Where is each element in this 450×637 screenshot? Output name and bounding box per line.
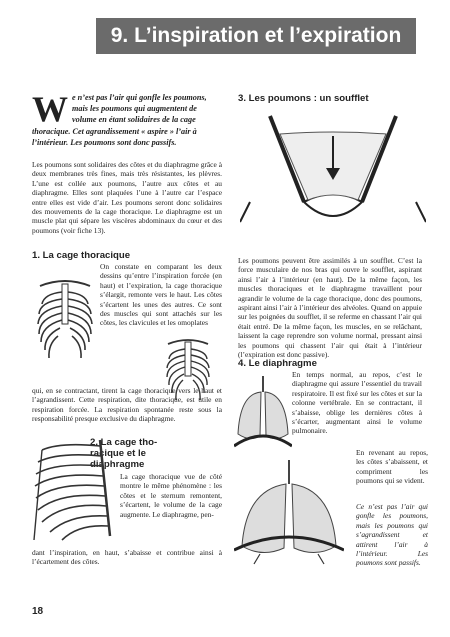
page-title: 9. L’inspiration et l’expiration: [96, 18, 416, 54]
section-1-heading: 1. La cage thoracique: [32, 250, 131, 261]
section-2-heading-line-1: 2. La cage tho-: [90, 437, 158, 448]
section-3-heading: 3. Les poumons : un soufflet: [238, 93, 369, 104]
section-1-text-a: On constate en comparant les deux dessins qu’entre l’inspiration forcée (en haut) et l’expiration, la cage thoracique s’élargit, remonte vers le haut. Les côtes s’écartent les unes des autres. Ce sont des muscles qui sont attachés sur les côtes, les clavicules et les omoplates: [100, 262, 222, 328]
section-4-heading: 4. Le diaphragme: [238, 358, 317, 369]
page-number: 18: [32, 606, 44, 617]
section-2-heading-line-3: diaphragme: [90, 459, 145, 470]
intro-paragraph: [32, 89, 222, 148]
rib-cage-front-expiration-icon: [160, 334, 216, 410]
lungs-diaphragm-icon: [234, 454, 344, 574]
section-2-text-b: dant l’inspiration, en haut, s’abaisse et contribue ainsi à l’écartement des côtes.: [32, 548, 222, 567]
drop-cap: W: [32, 89, 68, 129]
section-2-heading-line-2: racique et le: [90, 448, 146, 459]
section-4-text-a: En temps normal, au repos, c’est le diaphragme qui assure l’essentiel du travail respiratoire. Il est fixé sur les côtes et sur la colonne vertébrale. En se contractant, il s’abaisse, oblige les dernières côtes à s’écarter, augmentant ainsi le volume pulmonaire.: [292, 370, 422, 436]
intro-text: e n’est pas l’air qui gonfle les poumons, mais les poumons qui augmentent de volume en étant solidaires de la cage thoracique. Cet agrandissement « aspire » l’air à l’intérieur. Les poumons sont donc passifs.: [32, 93, 207, 147]
bellows-icon: [240, 106, 426, 232]
section-2-text-a: La cage thoracique vue de côté montre le même phénomène : les côtes et le sternum remontent, s’écartent, le volume de la cage augmente. Le diaphragme, pen-: [120, 472, 222, 519]
pleura-paragraph: Les poumons sont solidaires des côtes et du diaphragme grâce à deux membranes très fines, mais très résistantes, les plèvres. L’une est collée aux poumons, l’autre aux côtes et au diaphragme. Elles sont plaquées l’une à l’autre car l’espace entre elles est vide d’air. Les poumons seront donc solidaires des mouvements de la cage thoracique. Le diaphragme est un muscle plat qui sépare les viscères abdominaux du cœur et des poumons (voir fiche 13).: [32, 160, 222, 235]
section-3-text: Les poumons peuvent être assimilés à un soufflet. C’est la force musculaire de nos bras qui ouvre le soufflet, aspirant ainsi l’air à l’intérieur (en haut). De la même façon, les muscles thoraciques et le diaphragme travaillent pour agrandir le volume de la cage thoracique, donc des poumons, aspirant ainsi l’air à l’intérieur des alvéoles. Quand on appuie sur les poignées du soufflet, il se referme en chassant l’air qui était entré. De la même façon, les muscles, en se relâchant, laissent la cage reprendre son volume normal, pressant ainsi les poumons qui chassent l’air qui était à l’intérieur (l’expiration est donc passive).: [238, 256, 422, 360]
section-1-text-b: qui, en se contractant, tirent la cage thoracique vers le haut et l’agrandissent. Cette respiration, dite thoracique, est utile en respiration forcée. La respiration spontanée reste sous la responsabilité presque exclusive du diaphragme.: [32, 386, 222, 424]
rib-cage-front-inspiration-icon: [34, 272, 96, 370]
lungs-diaphragm-top-icon: [234, 372, 292, 464]
rib-cage-side-icon: [30, 436, 116, 544]
section-4-text-b: En revenant au repos, les côtes s’abaissent, et compriment les poumons qui se vident.: [356, 448, 428, 486]
section-4-text-c: Ce n’est pas l’air qui gonfle les poumons, mais les poumons qui s’agrandissent et attirent l’air à l’intérieur. Les poumons sont passifs.: [356, 502, 428, 568]
